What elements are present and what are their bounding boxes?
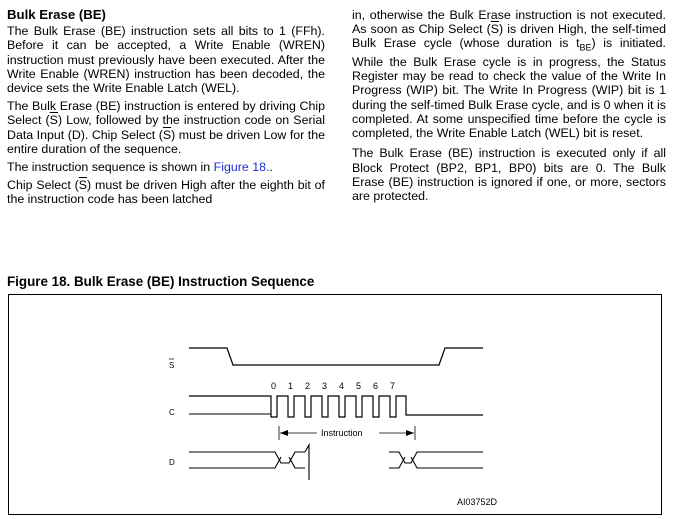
paragraph-3: The instruction sequence is shown in Figure 18.. bbox=[7, 160, 273, 175]
clock-number: 4 bbox=[339, 381, 345, 391]
signal-s-label: S bbox=[169, 361, 175, 370]
clock-number: 1 bbox=[288, 381, 294, 391]
clock-number: 2 bbox=[305, 381, 311, 391]
figure-title: Figure 18. Bulk Erase (BE) Instruction Sequence bbox=[7, 274, 315, 289]
timing-diagram-svg bbox=[9, 295, 663, 516]
paragraph-5: in, otherwise the Bulk Erase instruction is not executed. As soon as Chip Select $(\overline{S})$ is driven High, the self-timed Bulk Erase cycle (whose duration is $t_{BE}$) is initiated. While the Bulk Erase cycle is in progress, the Status Register may be read to check the value of the Write In Progress (WIP) bit. The Write In Progress (WIP) bit is 1 during the self-timed Bulk Erase cycle, and is 0 when it is completed. At some unspecified time before the cycle is completed, the Write Enable Latch (WEL) bit is reset. bbox=[352, 8, 666, 141]
figure-reference: AI03752D bbox=[457, 497, 498, 507]
timing-diagram bbox=[8, 294, 662, 515]
clock-numbers bbox=[271, 381, 395, 391]
paragraph-6: The Bulk Erase (BE) instruction is executed only if all Block Protect (BP2, BP1, BP0) bits are 0. The Bulk Erase (BE) instruction is ignored if one, or more, sectors are protected. bbox=[352, 146, 666, 203]
left-column bbox=[7, 8, 325, 211]
clock-number: 6 bbox=[373, 381, 379, 391]
paragraph-4: Chip Select $(\overline{S})$ must be driven High after the eighth bit of the instruction code has been latched bbox=[7, 178, 326, 207]
signal-c-label: C bbox=[169, 408, 175, 417]
clock-number: 5 bbox=[356, 381, 362, 391]
paragraph-2: The Bulk Erase (BE) instruction is entered by driving Chip Select $(\overline{S})$ Low, followed by the instruction code on Serial Data Input (D). Chip Select $(\overline{S})$ must be driven Low for the entire duration of the sequence. bbox=[7, 99, 325, 156]
section-heading: Bulk Erase (BE) bbox=[7, 7, 106, 22]
clock-number: 7 bbox=[390, 381, 396, 391]
instruction-label: Instruction bbox=[321, 428, 363, 438]
paragraph-1: The Bulk Erase (BE) instruction sets all bits to 1 (FFh). Before it can be accepted, a Write Enable (WREN) instruction must previously have been executed. After the Write Enable (WREN) instruction has been decoded, the device sets the Write Enable Latch (WEL). bbox=[7, 24, 325, 96]
signal-d-label: D bbox=[169, 458, 175, 467]
figure-18-link[interactable]: Figure 18. bbox=[213, 160, 270, 175]
clock-number: 0 bbox=[271, 381, 277, 391]
right-column bbox=[352, 8, 666, 207]
clock-number: 3 bbox=[322, 381, 328, 391]
signal-d-waveform bbox=[189, 445, 483, 480]
signal-s-waveform bbox=[189, 348, 483, 365]
